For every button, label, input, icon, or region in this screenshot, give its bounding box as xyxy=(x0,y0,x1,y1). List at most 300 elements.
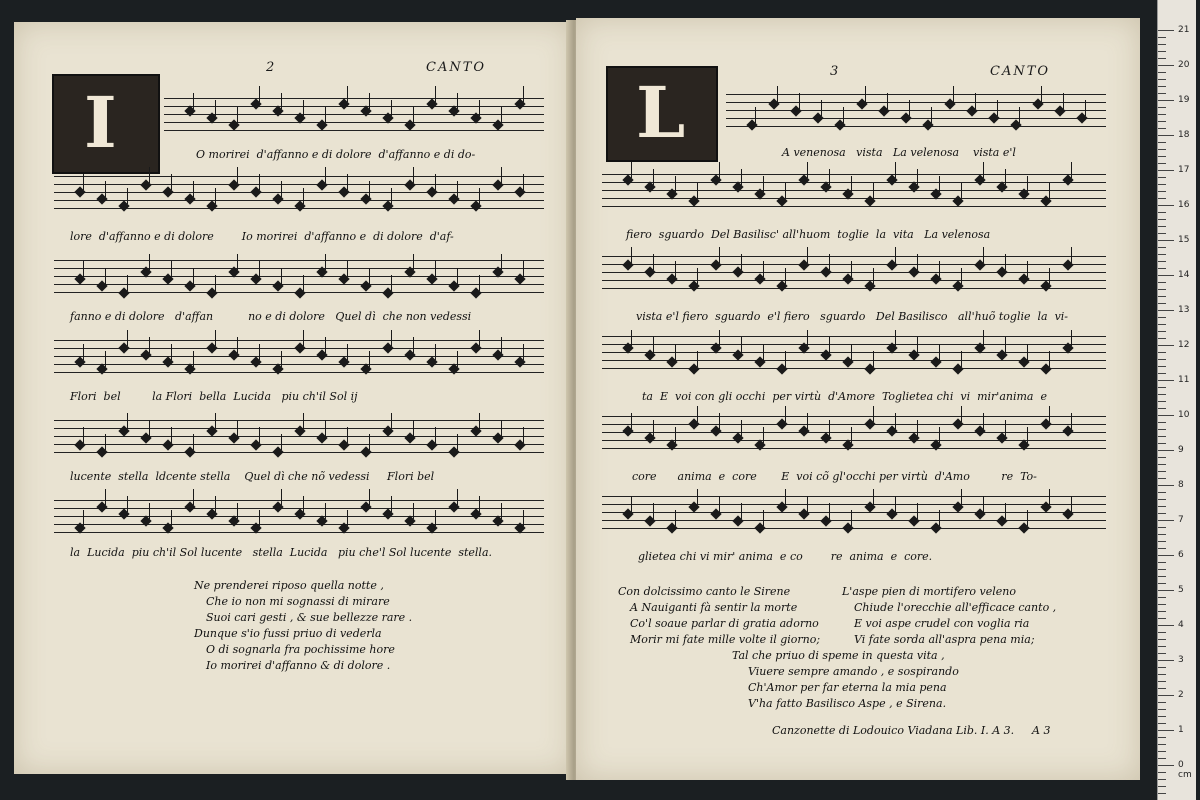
note-stem xyxy=(939,344,940,360)
ruler-minor-tick xyxy=(1158,583,1166,584)
lyric-line: fanno e di dolore d'affan no e di dolore Quel dì che non vedessi xyxy=(70,310,472,323)
note-stem xyxy=(523,174,524,190)
ruler-minor-tick xyxy=(1158,653,1166,654)
ruler-number: 2 xyxy=(1178,690,1184,700)
note-stem xyxy=(895,330,896,346)
lyric-line: O morirei d'affanno e di dolore d'affanno e di do- xyxy=(196,148,476,161)
note-stem xyxy=(1049,406,1050,422)
verse-line: L'aspe pien di mortifero veleno xyxy=(842,585,1016,598)
note-stem xyxy=(325,254,326,270)
note-stem xyxy=(785,351,786,367)
note-stem xyxy=(939,427,940,443)
note-stem xyxy=(105,268,106,284)
note-stem xyxy=(653,254,654,270)
note-stem xyxy=(391,188,392,204)
note-stem xyxy=(1019,107,1020,123)
note-stem xyxy=(697,351,698,367)
ruler-minor-tick xyxy=(1158,443,1166,444)
verse-line: Co'l soaue parlar di gratia adorno xyxy=(630,617,819,630)
note-stem xyxy=(127,413,128,429)
ruler-minor-tick xyxy=(1158,422,1166,423)
note-stem xyxy=(939,510,940,526)
ruler-tick xyxy=(1158,170,1174,171)
lyric-line: A venenosa vista La velenosa vista e'l xyxy=(782,146,1016,159)
note-stem xyxy=(347,344,348,360)
ruler-tick xyxy=(1158,240,1174,241)
measurement-ruler xyxy=(1157,0,1196,800)
note-stem xyxy=(1071,247,1072,263)
ruler-tick xyxy=(1158,100,1174,101)
note-stem xyxy=(391,413,392,429)
verse-line: Ne prenderei riposo quella notte , xyxy=(194,579,384,592)
signature-mark: A 3 xyxy=(1032,724,1051,737)
note-stem xyxy=(303,100,304,116)
note-stem xyxy=(961,406,962,422)
note-stem xyxy=(851,427,852,443)
note-stem xyxy=(917,337,918,353)
note-stem xyxy=(675,344,676,360)
note-stem xyxy=(457,93,458,109)
ruler-tick xyxy=(1158,310,1174,311)
note-stem xyxy=(523,510,524,526)
verse-line: Suoi cari gesti , & sue bellezze rare . xyxy=(206,611,413,624)
ruler-minor-tick xyxy=(1158,716,1166,717)
note-stem xyxy=(763,344,764,360)
note-stem xyxy=(523,86,524,102)
ruler-minor-tick xyxy=(1158,366,1166,367)
note-stem xyxy=(799,93,800,109)
note-stem xyxy=(413,254,414,270)
note-stem xyxy=(215,330,216,346)
note-stem xyxy=(785,406,786,422)
note-stem xyxy=(523,261,524,277)
ruler-minor-tick xyxy=(1158,37,1166,38)
ruler-number: 18 xyxy=(1178,130,1190,140)
note-stem xyxy=(983,162,984,178)
note-stem xyxy=(829,169,830,185)
note-stem xyxy=(501,254,502,270)
note-stem xyxy=(149,254,150,270)
note-stem xyxy=(755,107,756,123)
note-stem xyxy=(807,330,808,346)
note-stem xyxy=(171,174,172,190)
ruler-number: 5 xyxy=(1178,585,1184,595)
verse-line: Morir mi fate mille volte il giorno; xyxy=(630,633,821,646)
note-stem xyxy=(479,413,480,429)
note-stem xyxy=(873,183,874,199)
ruler-minor-tick xyxy=(1158,198,1166,199)
note-stem xyxy=(983,247,984,263)
note-stem xyxy=(1085,100,1086,116)
note-stem xyxy=(281,489,282,505)
verse-line: Tal che priuo di speme in questa vita , xyxy=(732,649,945,662)
note-stem xyxy=(887,93,888,109)
staff-3 xyxy=(602,254,1106,294)
ruler-minor-tick xyxy=(1158,177,1166,178)
note-stem xyxy=(975,93,976,109)
verse-line: Viuere sempre amando , e sospirando xyxy=(748,665,959,678)
lyric-line: lucente stella ldcente stella Quel dì che nõ vedessi Flori bel xyxy=(70,470,435,483)
note-stem xyxy=(829,254,830,270)
ruler-minor-tick xyxy=(1158,408,1166,409)
note-stem xyxy=(1027,344,1028,360)
note-stem xyxy=(303,275,304,291)
note-stem xyxy=(215,188,216,204)
ruler-minor-tick xyxy=(1158,212,1166,213)
note-stem xyxy=(763,176,764,192)
lyric-line: Flori bel la Flori bella Lucida piu ch'il Sol ij xyxy=(70,390,358,403)
note-stem xyxy=(865,86,866,102)
ruler-minor-tick xyxy=(1158,401,1166,402)
ruler-minor-tick xyxy=(1158,51,1166,52)
note-stem xyxy=(281,93,282,109)
note-stem xyxy=(193,181,194,197)
note-stem xyxy=(741,169,742,185)
ruler-tick xyxy=(1158,730,1174,731)
note-stem xyxy=(391,330,392,346)
note-stem xyxy=(413,503,414,519)
note-stem xyxy=(325,503,326,519)
ruler-number: 13 xyxy=(1178,305,1190,315)
note-stem xyxy=(281,351,282,367)
note-stem xyxy=(369,434,370,450)
note-stem xyxy=(741,337,742,353)
note-stem xyxy=(391,275,392,291)
note-stem xyxy=(895,247,896,263)
note-stem xyxy=(83,510,84,526)
ruler-minor-tick xyxy=(1158,149,1166,150)
note-stem xyxy=(763,427,764,443)
ruler-number: 17 xyxy=(1178,165,1190,175)
note-stem xyxy=(523,427,524,443)
note-stem xyxy=(83,427,84,443)
note-stem xyxy=(479,496,480,512)
ruler-minor-tick xyxy=(1158,338,1166,339)
note-stem xyxy=(281,268,282,284)
page-footer: Canzonette di Lodouico Viadana Lib. I. A 3. xyxy=(772,724,1015,737)
verse-line: O di sognarla fra pochissime hore xyxy=(206,643,395,656)
note-stem xyxy=(741,503,742,519)
note-stem xyxy=(127,188,128,204)
note-stem xyxy=(807,496,808,512)
ruler-minor-tick xyxy=(1158,79,1166,80)
note-stem xyxy=(457,351,458,367)
note-stem xyxy=(1005,420,1006,436)
ruler-tick xyxy=(1158,765,1174,766)
staff-2 xyxy=(602,172,1106,212)
note-stem xyxy=(369,93,370,109)
note-stem xyxy=(873,406,874,422)
note-stem xyxy=(391,496,392,512)
note-stem xyxy=(631,162,632,178)
note-stem xyxy=(105,351,106,367)
note-stem xyxy=(435,427,436,443)
ruler-minor-tick xyxy=(1158,527,1166,528)
ruler-tick xyxy=(1158,450,1174,451)
note-stem xyxy=(1049,268,1050,284)
note-stem xyxy=(171,344,172,360)
note-stem xyxy=(215,275,216,291)
note-stem xyxy=(237,337,238,353)
note-stem xyxy=(631,413,632,429)
decorated-initial-l: L xyxy=(606,66,718,162)
note-stem xyxy=(83,344,84,360)
note-stem xyxy=(675,427,676,443)
note-stem xyxy=(1027,261,1028,277)
ruler-number: 19 xyxy=(1178,95,1190,105)
note-stem xyxy=(281,181,282,197)
note-stem xyxy=(347,427,348,443)
note-stem xyxy=(653,337,654,353)
note-stem xyxy=(1041,86,1042,102)
note-stem xyxy=(325,420,326,436)
ruler-minor-tick xyxy=(1158,352,1166,353)
ruler-tick xyxy=(1158,65,1174,66)
ruler-tick xyxy=(1158,660,1174,661)
ruler-minor-tick xyxy=(1158,541,1166,542)
ruler-minor-tick xyxy=(1158,793,1166,794)
note-stem xyxy=(237,503,238,519)
lyric-line: ta E voi con gli occhi per virtù d'Amore Toglietea chi vi mir'anima e xyxy=(642,390,1047,403)
note-stem xyxy=(501,167,502,183)
note-stem xyxy=(785,183,786,199)
note-stem xyxy=(1071,496,1072,512)
ruler-minor-tick xyxy=(1158,471,1166,472)
ruler-minor-tick xyxy=(1158,296,1166,297)
note-stem xyxy=(1005,254,1006,270)
note-stem xyxy=(193,489,194,505)
ruler-minor-tick xyxy=(1158,646,1166,647)
ruler-number: 0 cm xyxy=(1178,760,1192,780)
note-stem xyxy=(851,344,852,360)
note-stem xyxy=(697,183,698,199)
ruler-minor-tick xyxy=(1158,751,1166,752)
note-stem xyxy=(105,181,106,197)
note-stem xyxy=(325,167,326,183)
note-stem xyxy=(1027,510,1028,526)
ruler-minor-tick xyxy=(1158,492,1166,493)
lyric-line: vista e'l fiero sguardo e'l fiero sguardo Del Basilisco all'huõ toglie la vi- xyxy=(636,310,1069,323)
note-stem xyxy=(873,489,874,505)
note-stem xyxy=(895,162,896,178)
note-stem xyxy=(193,93,194,109)
note-stem xyxy=(259,86,260,102)
note-stem xyxy=(303,413,304,429)
note-stem xyxy=(435,261,436,277)
verse-line: Chiude l'orecchie all'efficace canto , xyxy=(854,601,1057,614)
note-stem xyxy=(653,169,654,185)
note-stem xyxy=(785,268,786,284)
verse-line: Con dolcissimo canto le Sirene xyxy=(618,585,791,598)
note-stem xyxy=(83,261,84,277)
ruler-minor-tick xyxy=(1158,737,1166,738)
note-stem xyxy=(763,261,764,277)
note-stem xyxy=(697,406,698,422)
note-stem xyxy=(719,413,720,429)
note-stem xyxy=(1005,337,1006,353)
left-page xyxy=(14,22,572,774)
ruler-minor-tick xyxy=(1158,247,1166,248)
note-stem xyxy=(171,510,172,526)
staff-5 xyxy=(54,418,544,458)
note-stem xyxy=(501,503,502,519)
note-stem xyxy=(917,169,918,185)
note-stem xyxy=(829,503,830,519)
note-stem xyxy=(149,420,150,436)
note-stem xyxy=(983,496,984,512)
note-stem xyxy=(851,176,852,192)
ruler-minor-tick xyxy=(1158,114,1166,115)
note-stem xyxy=(631,330,632,346)
ruler-minor-tick xyxy=(1158,58,1166,59)
ruler-minor-tick xyxy=(1158,478,1166,479)
lyric-line: fiero sguardo Del Basilisc' all'huom toglie la vita La velenosa xyxy=(626,228,991,241)
ruler-minor-tick xyxy=(1158,779,1166,780)
note-stem xyxy=(961,268,962,284)
note-stem xyxy=(479,100,480,116)
ruler-tick xyxy=(1158,415,1174,416)
ruler-tick xyxy=(1158,695,1174,696)
note-stem xyxy=(457,268,458,284)
note-stem xyxy=(719,330,720,346)
note-stem xyxy=(237,107,238,123)
note-stem xyxy=(1027,427,1028,443)
note-stem xyxy=(369,268,370,284)
ruler-number: 6 xyxy=(1178,550,1184,560)
ruler-minor-tick xyxy=(1158,772,1166,773)
note-stem xyxy=(479,275,480,291)
ruler-minor-tick xyxy=(1158,436,1166,437)
verse-block-right xyxy=(842,584,1056,648)
note-stem xyxy=(873,268,874,284)
verse-line: Vi fate sorda all'aspra pena mia; xyxy=(854,633,1035,646)
note-stem xyxy=(939,176,940,192)
left-page-number: 2 xyxy=(266,60,277,75)
ruler-minor-tick xyxy=(1158,226,1166,227)
ruler-minor-tick xyxy=(1158,681,1166,682)
ruler-minor-tick xyxy=(1158,506,1166,507)
note-stem xyxy=(435,86,436,102)
ruler-minor-tick xyxy=(1158,331,1166,332)
note-stem xyxy=(501,337,502,353)
verse-line: E voi aspe crudel con voglia ria xyxy=(854,617,1030,630)
note-stem xyxy=(501,107,502,123)
ruler-number: 16 xyxy=(1178,200,1190,210)
ruler-minor-tick xyxy=(1158,786,1166,787)
note-stem xyxy=(631,247,632,263)
note-stem xyxy=(347,510,348,526)
note-stem xyxy=(259,261,260,277)
note-stem xyxy=(127,330,128,346)
note-stem xyxy=(719,496,720,512)
note-stem xyxy=(413,107,414,123)
note-stem xyxy=(807,162,808,178)
ruler-minor-tick xyxy=(1158,562,1166,563)
ruler-tick xyxy=(1158,205,1174,206)
note-stem xyxy=(961,351,962,367)
note-stem xyxy=(391,100,392,116)
left-part-title: CANTO xyxy=(426,60,487,75)
note-stem xyxy=(237,254,238,270)
ruler-minor-tick xyxy=(1158,317,1166,318)
note-stem xyxy=(237,167,238,183)
note-stem xyxy=(303,188,304,204)
ruler-tick xyxy=(1158,520,1174,521)
ruler-minor-tick xyxy=(1158,303,1166,304)
note-stem xyxy=(697,268,698,284)
note-stem xyxy=(961,489,962,505)
note-stem xyxy=(149,167,150,183)
ruler-minor-tick xyxy=(1158,289,1166,290)
note-stem xyxy=(171,261,172,277)
ruler-number: 8 xyxy=(1178,480,1184,490)
lyric-line: glietea chi vi mir' anima e co re anima e core. xyxy=(638,550,933,563)
note-stem xyxy=(961,183,962,199)
note-stem xyxy=(215,496,216,512)
note-stem xyxy=(917,420,918,436)
ruler-minor-tick xyxy=(1158,464,1166,465)
note-stem xyxy=(1049,489,1050,505)
decorated-initial-o: I xyxy=(52,74,160,174)
note-stem xyxy=(1005,503,1006,519)
ruler-minor-tick xyxy=(1158,163,1166,164)
lyric-line: lore d'affanno e di dolore Io morirei d'affanno e di dolore d'af- xyxy=(70,230,454,243)
ruler-minor-tick xyxy=(1158,233,1166,234)
note-stem xyxy=(1063,93,1064,109)
note-stem xyxy=(1049,183,1050,199)
ruler-minor-tick xyxy=(1158,121,1166,122)
note-stem xyxy=(917,254,918,270)
note-stem xyxy=(983,330,984,346)
note-stem xyxy=(653,503,654,519)
note-stem xyxy=(303,496,304,512)
staff-3 xyxy=(54,258,544,298)
ruler-minor-tick xyxy=(1158,282,1166,283)
note-stem xyxy=(149,503,150,519)
note-stem xyxy=(413,337,414,353)
ruler-minor-tick xyxy=(1158,534,1166,535)
note-stem xyxy=(369,351,370,367)
note-stem xyxy=(171,427,172,443)
note-stem xyxy=(939,261,940,277)
note-stem xyxy=(1005,169,1006,185)
note-stem xyxy=(215,100,216,116)
ruler-number: 11 xyxy=(1178,375,1190,385)
note-stem xyxy=(873,351,874,367)
note-stem xyxy=(457,489,458,505)
note-stem xyxy=(479,330,480,346)
note-stem xyxy=(457,434,458,450)
note-stem xyxy=(1071,413,1072,429)
ruler-minor-tick xyxy=(1158,394,1166,395)
staff-1 xyxy=(726,92,1106,132)
note-stem xyxy=(653,420,654,436)
note-stem xyxy=(741,420,742,436)
staff-5 xyxy=(602,414,1106,454)
ruler-number: 21 xyxy=(1178,25,1190,35)
note-stem xyxy=(347,174,348,190)
note-stem xyxy=(303,330,304,346)
ruler-tick xyxy=(1158,345,1174,346)
staff-4 xyxy=(602,334,1106,374)
note-stem xyxy=(259,427,260,443)
note-stem xyxy=(895,413,896,429)
staff-6 xyxy=(54,498,544,538)
ruler-tick xyxy=(1158,590,1174,591)
ruler-minor-tick xyxy=(1158,758,1166,759)
ruler-minor-tick xyxy=(1158,86,1166,87)
ruler-minor-tick xyxy=(1158,702,1166,703)
